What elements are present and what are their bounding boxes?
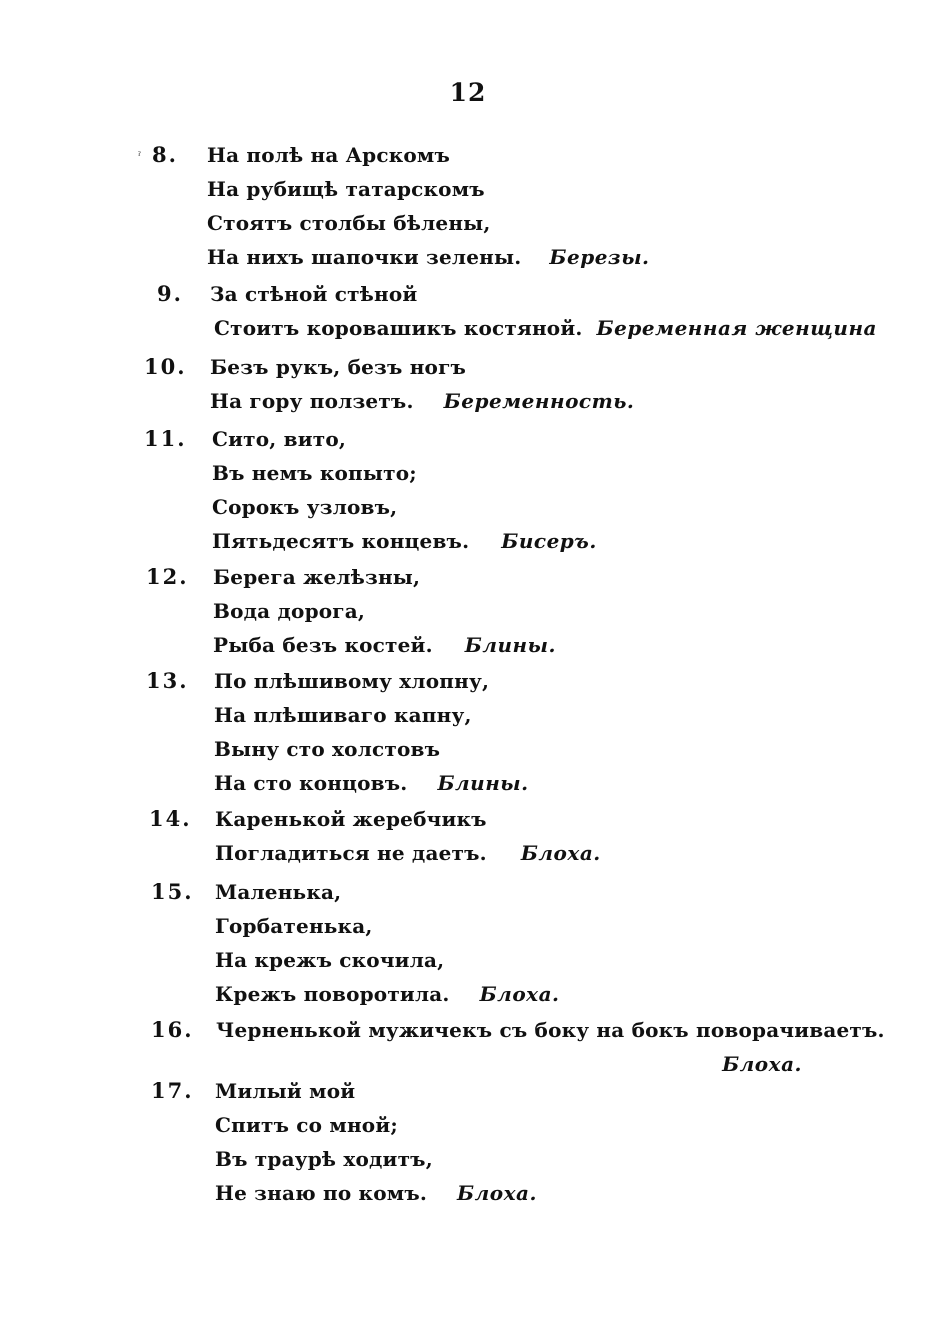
riddle-line-text: Стоитъ коровашикъ костяной. (214, 316, 583, 340)
riddle-answer: Блоха. (722, 1052, 802, 1076)
riddle-line: На полѣ на Арскомъ (207, 143, 451, 167)
margin-mark: ˀ (138, 150, 142, 163)
riddle-line: Горбатенька, (215, 914, 373, 938)
riddle-line (212, 524, 597, 558)
riddle-text (213, 560, 556, 662)
riddle-answer: Беременность. (443, 389, 635, 413)
riddle-line-text: Погладиться не даетъ. (215, 841, 487, 865)
riddle-line: Спитъ со мной; (215, 1113, 398, 1137)
riddle-line: Берега желѣзны, (213, 565, 421, 589)
riddle-text (210, 277, 877, 345)
riddle-line (213, 628, 556, 662)
riddle-number: 11. (144, 426, 187, 451)
riddle-line-text: Не знаю по комъ. (215, 1181, 428, 1205)
riddle-number: 17. (151, 1078, 194, 1103)
riddle-text (216, 1013, 885, 1081)
riddle-answer: Блины. (464, 633, 556, 657)
riddle-number: 16. (151, 1017, 194, 1042)
riddle-number: 14. (149, 806, 192, 831)
riddle-text (215, 802, 601, 870)
riddle-line-text: На сто концовъ. (214, 771, 408, 795)
riddle-line-text: На нихъ шапочки зелены. (207, 245, 522, 269)
riddle-line: Маленька, (215, 880, 342, 904)
riddle-line: На крежъ скочила, (215, 948, 445, 972)
riddle-number: 9. (157, 281, 183, 306)
riddle-line (215, 836, 601, 870)
riddle-line: Безъ рукъ, безъ ногъ (210, 355, 467, 379)
riddle-line: За стѣной стѣной (210, 282, 418, 306)
riddle-line: Въ трaурѣ ходитъ, (215, 1147, 433, 1171)
riddle-line (210, 384, 634, 418)
riddle-answer: Беременная женщина (596, 316, 877, 340)
page-number: 12 (449, 78, 487, 107)
riddle-answer: Бисеръ. (501, 529, 597, 553)
riddle-number: 15. (151, 879, 194, 904)
riddle-line (207, 240, 650, 274)
riddle-text (212, 422, 597, 558)
riddle-line: На рубищѣ татарскомъ (207, 177, 485, 201)
riddle-line: По плѣшивому хлопну, (214, 669, 490, 693)
riddle-answer: Блоха. (520, 841, 601, 865)
riddle-number: 13. (146, 668, 189, 693)
riddle-answer: Блины. (437, 771, 529, 795)
riddle-line: На плѣшиваго капну, (214, 703, 472, 727)
riddle-number: 12. (146, 564, 189, 589)
riddle-line: Стоятъ столбы бѣлены, (207, 211, 491, 235)
riddle-number: 10. (144, 354, 187, 379)
riddle-line-text: Рыба безъ костей. (213, 633, 433, 657)
riddle-line: Черненькой мужичекъ съ боку на бокъ поворачиваетъ. (216, 1018, 885, 1042)
riddle-number: 8. (152, 142, 178, 167)
riddle-answer: Блоха. (479, 982, 560, 1006)
riddle-line (214, 766, 529, 800)
riddle-text (207, 138, 650, 274)
riddle-line: Сорокъ узловъ, (212, 495, 398, 519)
riddle-text (215, 875, 560, 1011)
riddle-line: Выну сто холстовъ (214, 737, 441, 761)
riddle-line: Вода дорога, (213, 599, 366, 623)
riddle-text (210, 350, 634, 418)
riddle-line: Каренькой жеребчикъ (215, 807, 487, 831)
riddle-line-text: На гору ползетъ. (210, 389, 414, 413)
riddle-line (215, 1176, 537, 1210)
riddle-line-text: Крежъ поворотила. (215, 982, 450, 1006)
riddle-text (215, 1074, 537, 1210)
riddle-text (214, 664, 529, 800)
riddle-answer: Березы. (549, 245, 650, 269)
riddle-answer: Блоха. (457, 1181, 537, 1205)
riddle-line-text: Пятьдесятъ концевъ. (212, 529, 470, 553)
riddle-line: Милый мой (215, 1079, 356, 1103)
riddle-line: Сито, вито, (212, 427, 347, 451)
riddle-line (215, 977, 560, 1011)
riddle-line: Въ немъ копыто; (212, 461, 417, 485)
riddle-line (210, 311, 877, 345)
